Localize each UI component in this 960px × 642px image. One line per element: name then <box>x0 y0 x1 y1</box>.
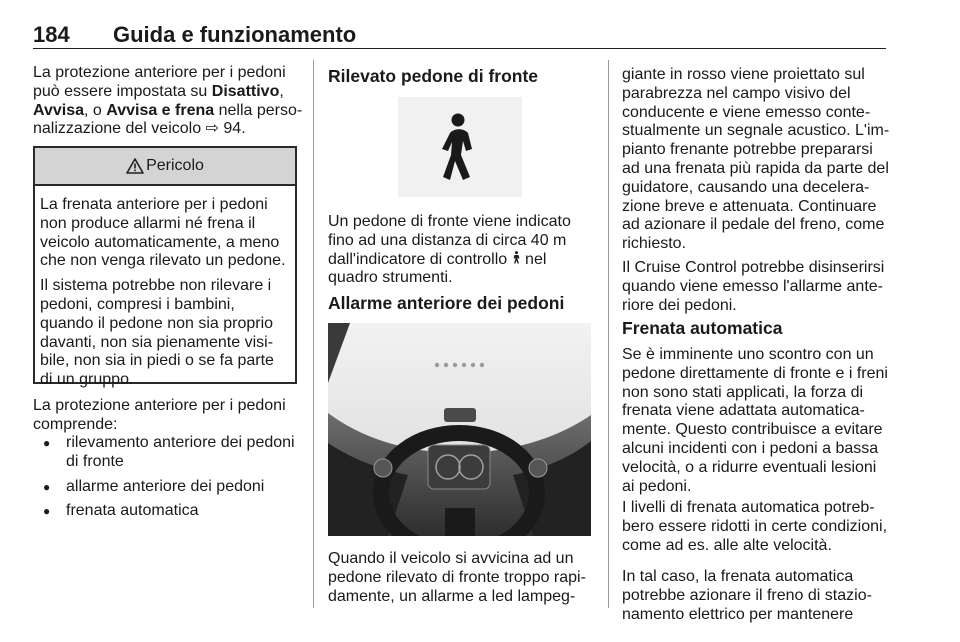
heading-automatic-braking: Frenata automatica <box>622 318 783 338</box>
dashboard-photo <box>328 323 591 536</box>
option-avvisa: Avvisa <box>33 101 84 119</box>
heading-pedestrian-detected: Rilevato pedone di fronte <box>328 66 539 86</box>
cruise-control-paragraph: Il Cruise Control potrebbe disinserirsi quando viene emesso l'allarme ante- riore dei pedoni. <box>622 259 885 314</box>
page-header <box>33 22 886 49</box>
warning-title: Pericolo <box>146 157 204 174</box>
alert-continuation-paragraph: giante in rosso viene proiettato sul parabrezza nel campo visivo del conducente e viene emesso conte- stualmente un segnale acustico. L'im- pianto frenante potrebbe prepararsi ad una frenata più rapida da parte del guidatore, causando una decelera- zione breve e attenuata. Continuare ad azionare il pedale del freno, come richiesto. <box>622 66 890 253</box>
warning-paragraph-2: Il sistema potrebbe non rilevare i pedoni, compresi i bambini, quando il pedone non sia proprio davanti, non sia pienamente visi- bile, non sia in piedi o se fa parte di un gruppo. <box>40 277 274 389</box>
warning-body <box>35 186 295 390</box>
danger-warning-box <box>33 146 297 389</box>
automatic-braking-paragraph: Se è imminente uno scontro con un pedone direttamente di fronte e i freni non sono stati applicati, la forza di frenata viene adattata automatica- mente. Questo contribuisce a evitare alcuni incidenti con i pedoni a bassa velocità, o a ridurre eventuali lesioni ai pedoni. <box>622 346 888 495</box>
pedestrian-indicator-icon <box>512 251 521 270</box>
pedestrian-icon <box>398 97 522 197</box>
braking-levels-paragraph: I livelli di frenata automatica potreb- bero essere ridotti in certe condizioni, come ad es. alle alte velocità. <box>622 499 888 554</box>
option-disattivo: Disattivo <box>211 82 280 100</box>
page-reference: 94. <box>218 120 246 138</box>
warning-triangle-icon <box>126 158 144 174</box>
page-number: 184 <box>33 22 70 47</box>
column-divider-left <box>313 60 314 608</box>
feature-list <box>37 434 299 527</box>
list-intro: La protezione anteriore per i pedoni comprende: <box>33 397 286 433</box>
list-item: ● rilevamento anteriore dei pedoni di fronte <box>37 434 299 472</box>
dashboard-alert-image <box>328 323 591 536</box>
intro-paragraph: La protezione anteriore per i pedoni può essere impostata su Disattivo, Avvisa, o Avvisa e frena nella perso- nalizzazione del veicolo ⇨ 94. <box>33 64 303 138</box>
list-item: ● allarme anteriore dei pedoni <box>37 478 299 497</box>
heading-front-pedestrian-alert: Allarme anteriore dei pedoni <box>328 293 565 313</box>
page-ref-arrow-icon: ⇨ <box>205 120 219 138</box>
option-avvisa-e-frena: Avvisa e frena <box>106 101 215 119</box>
front-alert-paragraph: Quando il veicolo si avvicina ad un pedone rilevato di fronte troppo rapi- damente, un allarme a led lampeg- <box>328 550 586 605</box>
column-divider-right <box>608 60 609 608</box>
warning-paragraph-1: La frenata anteriore per i pedoni non produce allarmi né frena il veicolo automaticamente, a meno che non venga rilevato un pedone. <box>40 196 286 270</box>
parking-brake-paragraph: In tal caso, la frenata automatica potrebbe azionare il freno di stazio- namento elettrico per mantenere <box>622 568 872 623</box>
pedestrian-detected-paragraph: Un pedone di fronte viene indicato fino ad una distanza di circa 40 m dall'indicatore di controllo nel quadro strumenti. <box>328 213 571 287</box>
warning-header <box>35 148 295 186</box>
pedestrian-indicator-illustration <box>398 97 522 197</box>
section-title: Guida e funzionamento <box>113 22 357 47</box>
list-item: ● frenata automatica <box>37 502 299 521</box>
